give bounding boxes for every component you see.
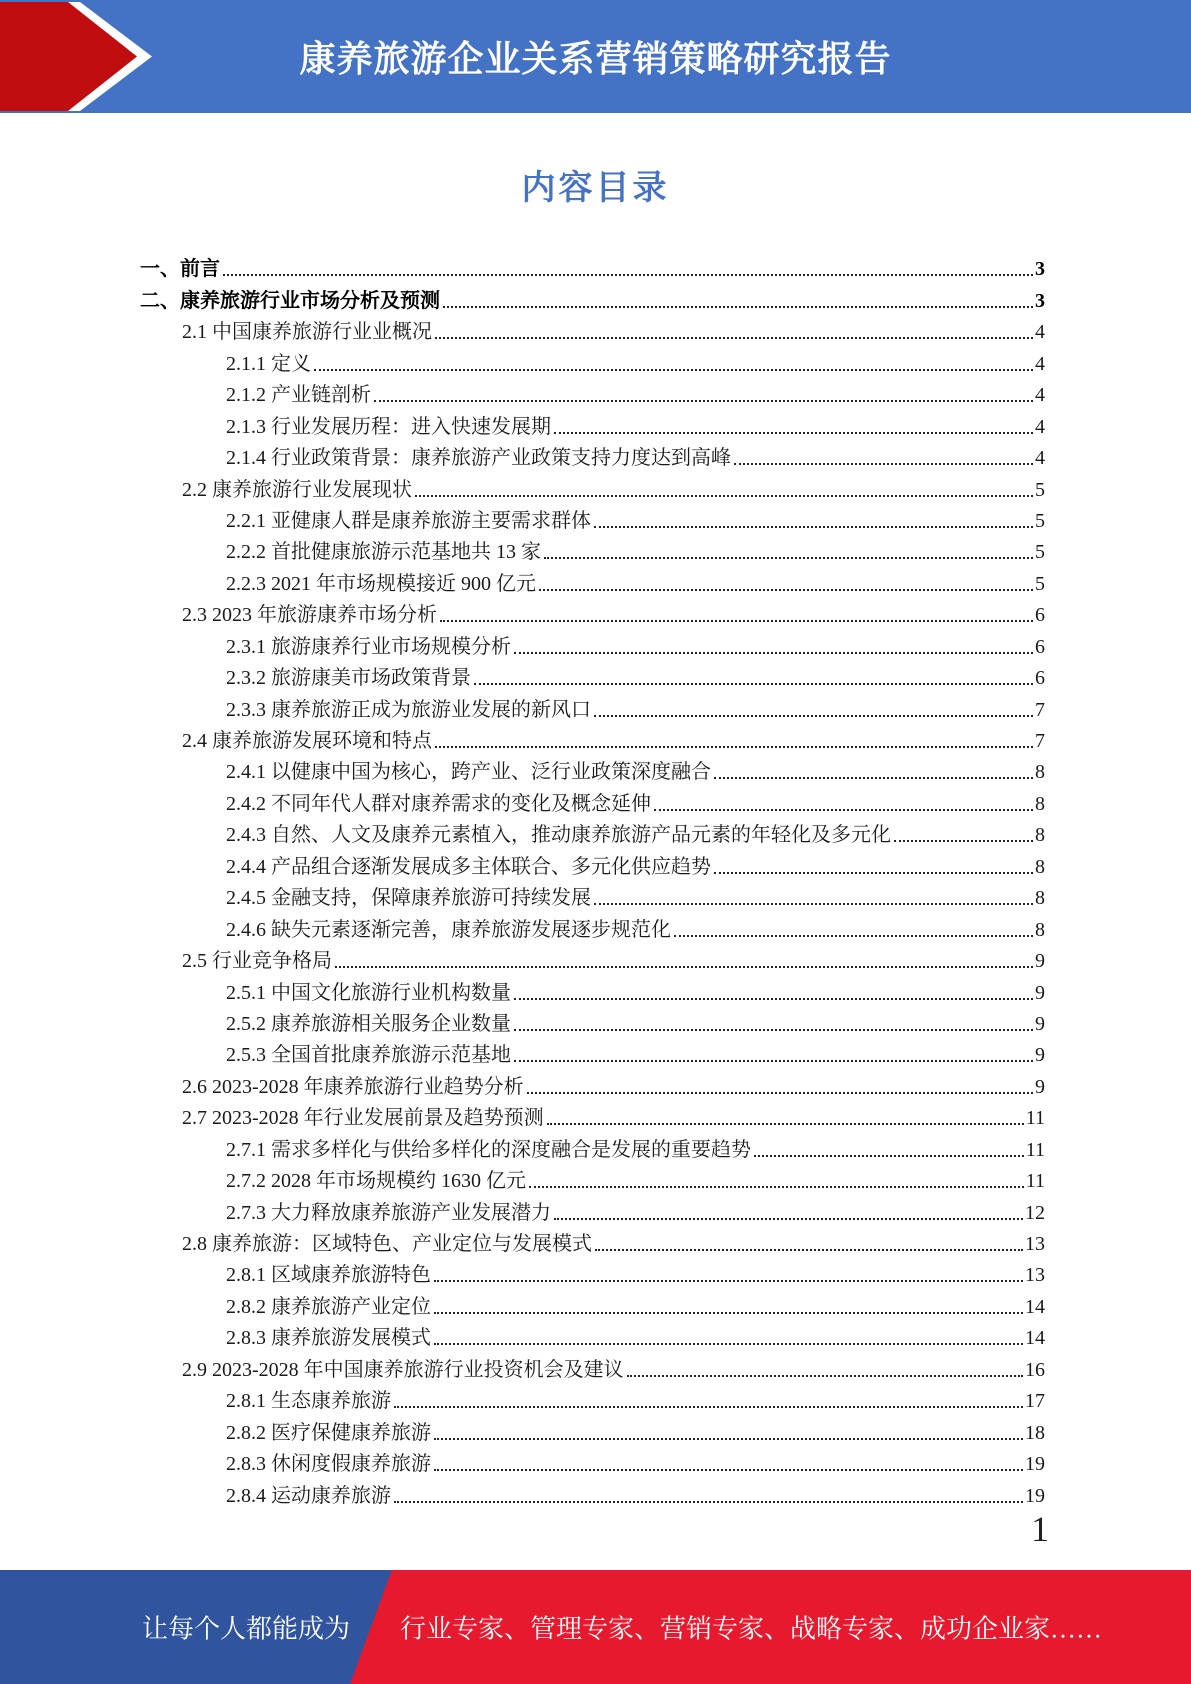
- toc-entry-page-number: 6: [1035, 635, 1045, 658]
- toc-entry-label: 2.2.2 首批健康旅游示范基地共 13 家: [226, 541, 541, 564]
- toc-leader-dots: [894, 840, 1033, 842]
- toc-entry-page-number: 7: [1035, 698, 1045, 721]
- toc-entry-page-number: 19: [1025, 1453, 1045, 1476]
- toc-entry-label: 一、前言: [140, 258, 220, 281]
- toc-entry-label: 2.2 康养旅游行业发展现状: [182, 478, 412, 501]
- toc-leader-dots: [434, 1438, 1023, 1440]
- toc-entry[interactable]: [140, 1287, 1045, 1318]
- toc-leader-dots: [594, 526, 1033, 528]
- toc-leader-dots: [714, 777, 1033, 779]
- toc-entry-page-number: 13: [1025, 1264, 1045, 1287]
- toc-entry[interactable]: [140, 250, 1045, 281]
- toc-leader-dots: [335, 966, 1033, 968]
- toc-entry-page-number: 14: [1025, 1295, 1045, 1318]
- toc-entry-label: 2.4.6 缺失元素逐渐完善，康养旅游发展逐步规范化: [226, 918, 671, 941]
- toc-entry-page-number: 11: [1025, 1107, 1045, 1130]
- toc-leader-dots: [435, 337, 1033, 339]
- toc-leader-dots: [394, 1501, 1023, 1503]
- toc-entry[interactable]: [140, 596, 1045, 627]
- toc-entry-page-number: 8: [1035, 792, 1045, 815]
- toc-entry[interactable]: [140, 313, 1045, 344]
- toc-entry-label: 2.8.2 康养旅游产业定位: [226, 1295, 431, 1318]
- toc-leader-dots: [440, 620, 1033, 622]
- toc-entry[interactable]: [140, 1225, 1045, 1256]
- toc-entry-page-number: 16: [1025, 1358, 1045, 1381]
- toc-entry-page-number: 11: [1025, 1138, 1045, 1161]
- toc-leader-dots: [674, 935, 1033, 937]
- toc-entry-page-number: 5: [1035, 541, 1045, 564]
- toc-entry-label: 2.3 2023 年旅游康养市场分析: [182, 604, 437, 627]
- toc-entry-page-number: 6: [1035, 667, 1045, 690]
- toc-entry-label: 2.1.3 行业发展历程：进入快速发展期: [226, 415, 551, 438]
- toc-leader-dots: [394, 1406, 1023, 1408]
- toc-entry-page-number: 13: [1025, 1233, 1045, 1255]
- toc-entry[interactable]: [140, 722, 1045, 753]
- toc-entry-page-number: 3: [1035, 289, 1045, 312]
- toc-entry-label: 2.4.1 以健康中国为核心，跨产业、泛行业政策深度融合: [226, 761, 711, 784]
- toc-entry[interactable]: [140, 376, 1045, 407]
- toc-entry-page-number: 9: [1035, 950, 1045, 973]
- page-number: 1: [1031, 1509, 1049, 1549]
- footer-slogan-left: 让每个人都能成为: [142, 1614, 351, 1644]
- toc-entry-page-number: 18: [1025, 1421, 1045, 1444]
- toc-entry[interactable]: [140, 910, 1045, 941]
- toc-entry-label: 2.5 行业竞争格局: [182, 950, 332, 973]
- toc-entry[interactable]: [140, 1445, 1045, 1476]
- toc-entry[interactable]: [140, 502, 1045, 533]
- toc-leader-dots: [434, 1280, 1023, 1282]
- toc-entry[interactable]: [140, 281, 1045, 312]
- toc-entry-label: 2.6 2023-2028 年康养旅游行业趋势分析: [182, 1075, 524, 1098]
- toc-entry[interactable]: [140, 1350, 1045, 1381]
- toc-leader-dots: [594, 903, 1033, 905]
- toc-entry[interactable]: [140, 564, 1045, 595]
- toc-entry[interactable]: [140, 1099, 1045, 1130]
- toc-leader-dots: [443, 306, 1033, 308]
- toc-leader-dots: [527, 1092, 1033, 1094]
- toc-entry-label: 2.7.1 需求多样化与供给多样化的深度融合是发展的重要趋势: [226, 1138, 751, 1161]
- toc-entry-label: 2.4 康养旅游发展环境和特点: [182, 730, 432, 752]
- toc-leader-dots: [374, 400, 1033, 402]
- toc-entry-label: 2.1 中国康养旅游行业业概况: [182, 321, 432, 344]
- toc-entry[interactable]: [140, 407, 1045, 438]
- toc-entry-label: 2.7 2023-2028 年行业发展前景及趋势预测: [182, 1107, 544, 1130]
- toc-leader-dots: [514, 998, 1033, 1000]
- toc-entry[interactable]: [140, 816, 1045, 847]
- toc-entry[interactable]: [140, 690, 1045, 721]
- toc-entry-label: 二、康养旅游行业市场分析及预测: [140, 289, 440, 312]
- toc-entry-page-number: 8: [1035, 887, 1045, 910]
- toc-entry[interactable]: [140, 753, 1045, 784]
- toc-leader-dots: [514, 1060, 1033, 1062]
- toc-entry-page-number: 9: [1035, 1075, 1045, 1098]
- toc-entry-page-number: 9: [1035, 1012, 1045, 1035]
- toc-entry-label: 2.8.1 区域康养旅游特色: [226, 1264, 431, 1287]
- toc-entry-label: 2.8.3 休闲度假康养旅游: [226, 1453, 431, 1476]
- toc-leader-dots: [415, 495, 1033, 497]
- toc-leader-dots: [595, 1249, 1023, 1251]
- toc-entry[interactable]: [140, 470, 1045, 501]
- toc-leader-dots: [754, 1155, 1024, 1157]
- toc-entry[interactable]: [140, 942, 1045, 973]
- toc-entry[interactable]: [140, 1193, 1045, 1224]
- toc-entry-label: 2.4.4 产品组合逐渐发展成多主体联合、多元化供应趋势: [226, 855, 711, 878]
- toc-entry-page-number: 5: [1035, 572, 1045, 595]
- toc-entry-page-number: 3: [1035, 258, 1045, 281]
- toc-entry-label: 2.9 2023-2028 年中国康养旅游行业投资机会及建议: [182, 1358, 624, 1381]
- report-title: 康养旅游企业关系营销策略研究报告: [299, 38, 892, 79]
- toc-entry[interactable]: [140, 847, 1045, 878]
- report-header-banner: [0, 0, 1191, 113]
- toc-entry-label: 2.3.3 康养旅游正成为旅游业发展的新风口: [226, 698, 591, 721]
- toc-leader-dots: [435, 746, 1033, 748]
- toc-title: 内容目录: [521, 170, 670, 207]
- toc-leader-dots: [734, 463, 1033, 465]
- toc-entry[interactable]: [140, 627, 1045, 658]
- toc-entry[interactable]: [140, 1130, 1045, 1161]
- toc-entry[interactable]: [140, 533, 1045, 564]
- toc-leader-dots: [627, 1375, 1023, 1377]
- toc-entry-page-number: 19: [1025, 1484, 1045, 1507]
- toc-entry[interactable]: [140, 1413, 1045, 1444]
- toc-entry-page-number: 5: [1035, 478, 1045, 501]
- toc-entry-label: 2.4.2 不同年代人群对康养需求的变化及概念延伸: [226, 792, 651, 815]
- toc-leader-dots: [539, 589, 1033, 591]
- toc-entry-label: 2.1.2 产业链剖析: [226, 384, 371, 407]
- toc-entry-label: 2.8 康养旅游：区域特色、产业定位与发展模式: [182, 1233, 592, 1255]
- toc-entry[interactable]: [140, 1162, 1045, 1193]
- toc-entry-page-number: 8: [1035, 855, 1045, 878]
- toc-leader-dots: [654, 809, 1033, 811]
- toc-entry[interactable]: [140, 1476, 1045, 1507]
- toc-entry-label: 2.1.1 定义: [226, 352, 311, 375]
- toc-leader-dots: [474, 683, 1033, 685]
- toc-entry-page-number: 9: [1035, 1044, 1045, 1067]
- toc-leader-dots: [434, 1312, 1023, 1314]
- toc-leader-dots: [314, 369, 1033, 371]
- footer-slogan-right: 行业专家、管理专家、营销专家、战略专家、成功企业家……: [400, 1614, 1103, 1644]
- toc-leader-dots: [594, 715, 1033, 717]
- toc-entry-label: 2.8.4 运动康养旅游: [226, 1484, 391, 1507]
- toc-entry[interactable]: [140, 879, 1045, 910]
- toc-entry-page-number: 4: [1035, 321, 1045, 344]
- toc-leader-dots: [554, 432, 1033, 434]
- toc-entry-page-number: 7: [1035, 730, 1045, 752]
- toc-leader-dots: [544, 557, 1033, 559]
- toc-entry[interactable]: [140, 659, 1045, 690]
- toc-entry[interactable]: [140, 1036, 1045, 1067]
- toc-entry-page-number: 17: [1025, 1390, 1045, 1413]
- toc-entry-label: 2.3.2 旅游康美市场政策背景: [226, 667, 471, 690]
- toc-entry-page-number: 8: [1035, 761, 1045, 784]
- toc-entry-page-number: 5: [1035, 509, 1045, 532]
- toc-entry[interactable]: [140, 1067, 1045, 1098]
- toc-entry-label: 2.4.3 自然、人文及康养元素植入，推动康养旅游产品元素的年轻化及多元化: [226, 824, 891, 847]
- toc-entry-label: 2.7.2 2028 年市场规模约 1630 亿元: [226, 1170, 526, 1193]
- toc-entry-label: 2.8.2 医疗保健康养旅游: [226, 1421, 431, 1444]
- toc-entry-page-number: 4: [1035, 447, 1045, 470]
- toc-entry-label: 2.5.2 康养旅游相关服务企业数量: [226, 1012, 511, 1035]
- toc-leader-dots: [514, 1029, 1033, 1031]
- footer-banner: [0, 1570, 1191, 1684]
- toc-entry-label: 2.3.1 旅游康养行业市场规模分析: [226, 635, 511, 658]
- toc-entry-page-number: 4: [1035, 415, 1045, 438]
- toc-leader-dots: [223, 274, 1033, 276]
- toc-entry-page-number: 8: [1035, 824, 1045, 847]
- toc-entry-page-number: 11: [1025, 1170, 1045, 1193]
- toc-entry-page-number: 4: [1035, 384, 1045, 407]
- toc-entry-page-number: 14: [1025, 1327, 1045, 1350]
- toc-entry-label: 2.2.3 2021 年市场规模接近 900 亿元: [226, 572, 536, 595]
- toc-leader-dots: [547, 1123, 1024, 1125]
- toc-leader-dots: [529, 1186, 1024, 1188]
- toc-entry-label: 2.2.1 亚健康人群是康养旅游主要需求群体: [226, 509, 591, 532]
- toc-entry[interactable]: [140, 1256, 1045, 1287]
- toc-entry-label: 2.1.4 行业政策背景：康养旅游产业政策支持力度达到高峰: [226, 447, 731, 470]
- toc-entry-label: 2.5.1 中国文化旅游行业机构数量: [226, 981, 511, 1004]
- toc-entry[interactable]: [140, 973, 1045, 1004]
- toc-entry[interactable]: [140, 1382, 1045, 1413]
- toc-leader-dots: [434, 1469, 1023, 1471]
- toc-list: [140, 250, 1045, 1508]
- toc-entry-label: 2.5.3 全国首批康养旅游示范基地: [226, 1044, 511, 1067]
- toc-entry[interactable]: [140, 344, 1045, 375]
- toc-entry-label: 2.8.1 生态康养旅游: [226, 1390, 391, 1413]
- toc-entry-page-number: 4: [1035, 352, 1045, 375]
- toc-entry-page-number: 8: [1035, 918, 1045, 941]
- toc-entry-page-number: 6: [1035, 604, 1045, 627]
- toc-entry-label: 2.4.5 金融支持，保障康养旅游可持续发展: [226, 887, 591, 910]
- toc-entry-label: 2.7.3 大力释放康养旅游产业发展潜力: [226, 1201, 551, 1224]
- toc-leader-dots: [514, 652, 1033, 654]
- toc-entry-page-number: 9: [1035, 981, 1045, 1004]
- toc-entry-label: 2.8.3 康养旅游发展模式: [226, 1327, 431, 1350]
- toc-entry[interactable]: [140, 1319, 1045, 1350]
- toc-entry[interactable]: [140, 1005, 1045, 1036]
- toc-leader-dots: [434, 1343, 1023, 1345]
- toc-leader-dots: [714, 872, 1033, 874]
- toc-leader-dots: [554, 1218, 1023, 1220]
- toc-entry[interactable]: [140, 439, 1045, 470]
- toc-entry[interactable]: [140, 784, 1045, 815]
- toc-entry-page-number: 12: [1025, 1201, 1045, 1224]
